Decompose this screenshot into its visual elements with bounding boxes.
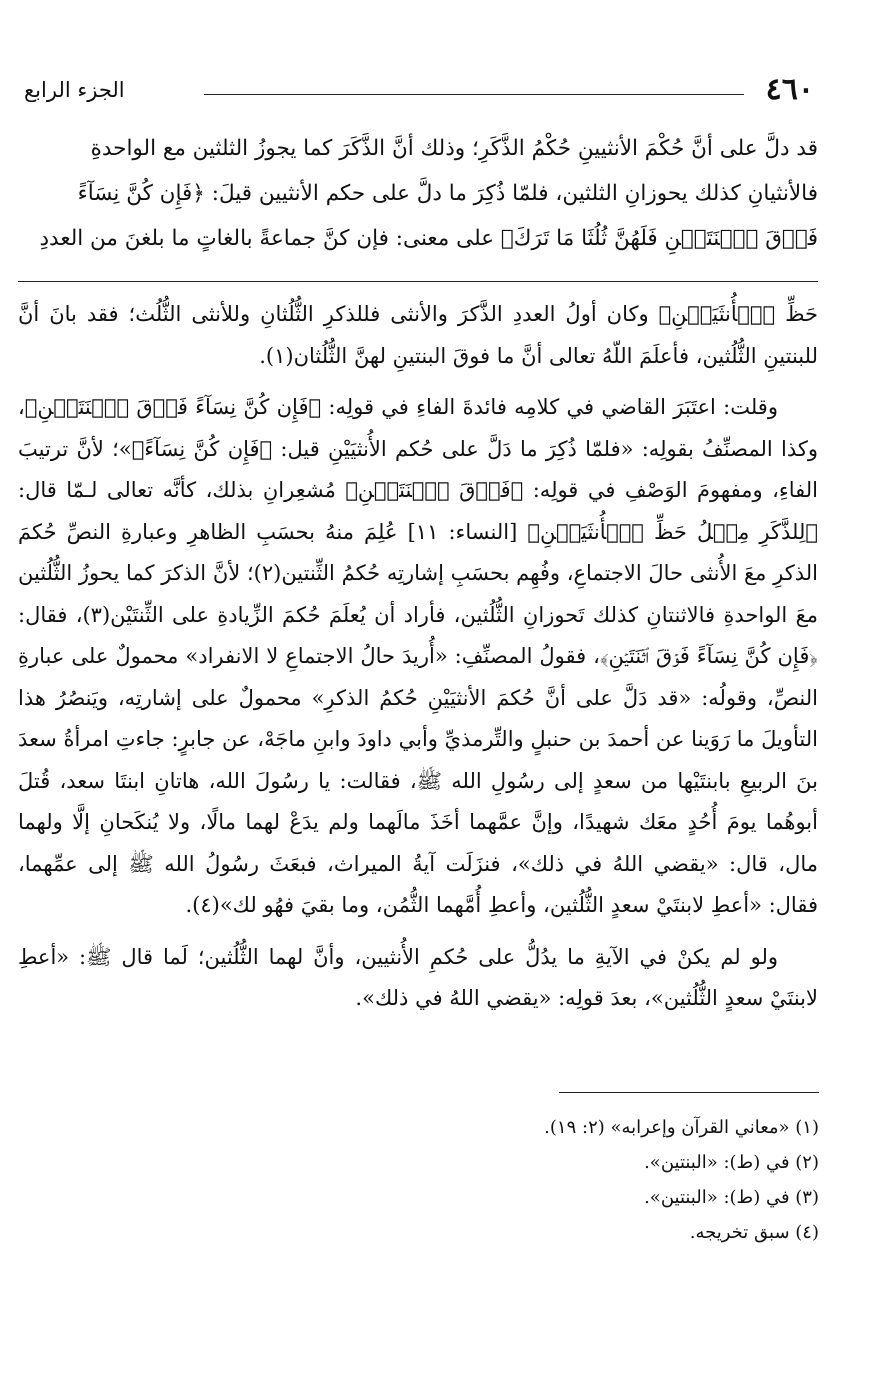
main-text-section — [18, 126, 818, 261]
footnote-divider — [559, 1092, 819, 1093]
commentary-paragraph: حَظِّ ٱلۡأُنثَيَيۡنِ﴾ وكان أولُ العددِ الذَّكرَ والأنثى فللذكرِ الثُّلُثانِ وللأنثى الثُّلُث؛ فقد بانَ أنَّ للبنتينِ الثُّلُثين، فأعلَمَ اللّهُ تعالى أنَّ ما فوقَ البنتينِ لهنَّ الثُّلُثان(١). — [18, 302, 818, 368]
commentary-paragraph: ولو لم يكنْ في الآيةِ ما يدُلُّ على حُكمِ الأُنثيين، وأنَّ لهما الثُّلُثين؛ لَما قال ﷺ: «أعطِ لابنتَيْ سعدٍ الثُّلُثين»، بعدَ قولِه: «يقضي اللهُ في ذلك». — [18, 944, 818, 1010]
footnotes — [219, 1110, 819, 1250]
main-text-line: فالأنثيانِ كذلك يحوزانِ الثلثين، فلمّا ذُكِرَ ما دلَّ على حكم الأنثيين قيلَ: ﴿فَإِن كُنَّ نِسَآءً — [77, 181, 818, 206]
header-divider — [204, 94, 744, 95]
footnote-item: (١) «معاني القرآن وإعرابه» (٢: ١٩). — [544, 1117, 819, 1138]
main-text-line: قد دلَّ على أنَّ حُكْمَ الأنثيينِ حُكْمُ الذَّكَرِ؛ وذلك أنَّ الذَّكَرَ كما يجوزُ الثلثين مع الواحدةِ — [90, 136, 818, 161]
section-divider — [18, 281, 818, 282]
footnote-item: (٢) في (ط): «البنتين». — [644, 1152, 819, 1173]
footnote-item: (٣) في (ط): «البنتين». — [644, 1187, 819, 1208]
part-title: الجزء الرابع — [24, 78, 125, 102]
commentary-paragraph: وقلت: اعتَبَرَ القاضي في كلامِه فائدةَ الفاءِ في قولِه: ﴿فَإِن كُنَّ نِسَآءً فَوۡقَ ٱثۡنَتَيۡنِ﴾، وكذا المصنِّفُ بقولِه: «فلمّا ذُكِرَ ما دَلَّ على حُكم الأُنثيَيْنِ قيل: ﴿فَإِن كُنَّ نِسَآءً﴾»؛ لأنَّ ترتيبَ الفاءِ، ومفهومَ الوَصْفِ في قولِه: ﴿فَوۡقَ ٱثۡنَتَيۡنِ﴾ مُشعِرانِ بذلك، كأنَّه تعالى لـمّا قال: ﴿لِلذَّكَرِ مِثۡلُ حَظِّ ٱلۡأُنثَيَيۡنِ﴾ [النساء: ١١] عُلِمَ منهُ بحسَبِ الظاهرِ وعبارةِ النصِّ حُكمَ الذكرِ معَ الأُنثى حالَ الاجتماعِ، وفُهِم بحسَبِ إشارتِه حُكمُ الثِّنتين(٢)؛ لأنَّ الذكرَ كما يحوزُ الثُّلُثين معَ الواحدةِ فالاثنتانِ كذلك تَحوزانِ الثُّلُثين، فأراد أن يُعلَمَ حُكمَ الزِّيادةِ على الثِّنتَيْن(٣)، فقال: ﴿فَإِن كُنَّ نِسَآءً فَوۡقَ ٱثۡنَتَيۡنِ﴾، فقولُ المصنِّفِ: «أُريدَ حالُ الاجتماعِ لا الانفراد» محمولٌ على عبارةِ النصِّ، وقولُه: «قد دَلَّ على أنَّ حُكمَ الأنثيَيْنِ حُكمُ الذكرِ» محمولٌ على إشارتِه، ويَنصُرُ هذا التأويلَ ما رَوَينا عن أحمدَ بن حنبلٍ والتِّرمذيِّ وأبي داودَ وابنِ ماجَهْ، عن جابرٍ: جاءتِ امرأةُ سعدَ بنَ الربيعِ بابنتَيْها من سعدٍ إلى رسُولِ الله ﷺ، فقالت: يا رسُولَ الله، هاتانِ ابنتَا سعد، قُتلَ أبوهُما يومَ أُحُدٍ معَك شهيدًا، وإنَّ عمَّهما أخَذَ مالَهما ولم يدَعْ لهما مالًا، ولا يُنكَحانِ إلَّا ولهما مال، قال: «يقضي اللهُ في ذلك»، فنزَلَت آيةُ الميراث، فبعَثَ رسُولُ الله ﷺ إلى عمِّهما، فقال: «أعطِ لابنتَيْ سعدٍ الثُّلُثين، وأعطِ أُمَّهما الثُّمُن، وما بقيَ فهُو لك»(٤). — [18, 395, 818, 917]
commentary-section — [18, 294, 818, 1030]
main-text-line: فَوۡقَ ٱثۡنَتَيۡنِ فَلَهُنَّ ثُلُثَا مَا تَرَكَ﴾ على معنى: فإن كنَّ جماعةً بالغاتٍ ما بلغنَ من العددِ — [39, 226, 818, 251]
page-header — [24, 72, 814, 112]
footnote-item: (٤) سبق تخريجه. — [689, 1222, 819, 1243]
page-number: ٤٦٠ — [765, 72, 814, 107]
